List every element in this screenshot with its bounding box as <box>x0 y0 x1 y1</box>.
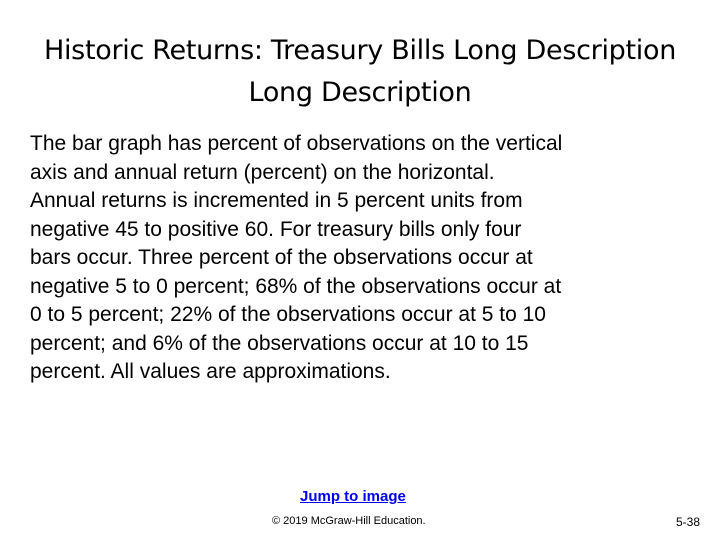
description-line: negative 45 to positive 60. For treasury bills only four <box>30 217 522 241</box>
slide-title-line-2: Long Description <box>248 77 472 108</box>
description-line: negative 5 to 0 percent; 68% of the observations occur at <box>30 274 562 298</box>
description-line: The bar graph has percent of observations on the vertical <box>30 132 563 155</box>
slide-number: 5-38 <box>675 515 700 529</box>
description-line: percent. All values are approximations. <box>30 360 391 383</box>
description-line: Annual returns is incremented in 5 percent units from <box>30 189 523 212</box>
slide-title <box>0 30 720 114</box>
description-line: axis and annual return (percent) on the horizontal. <box>30 160 495 184</box>
description-line: percent; and 6% of the observations occur at 10 to 15 <box>30 331 529 355</box>
copyright-notice: © 2019 McGraw-Hill Education. <box>272 515 426 527</box>
description-line: 0 to 5 percent; 22% of the observations occur at 5 to 10 <box>30 303 546 326</box>
jump-to-image-link[interactable]: Jump to image <box>300 488 406 505</box>
slide-title-line-1: Historic Returns: Treasury Bills Long Description <box>43 35 677 66</box>
description-line: bars occur. Three percent of the observations occur at <box>30 246 533 269</box>
long-description-text <box>30 130 700 387</box>
